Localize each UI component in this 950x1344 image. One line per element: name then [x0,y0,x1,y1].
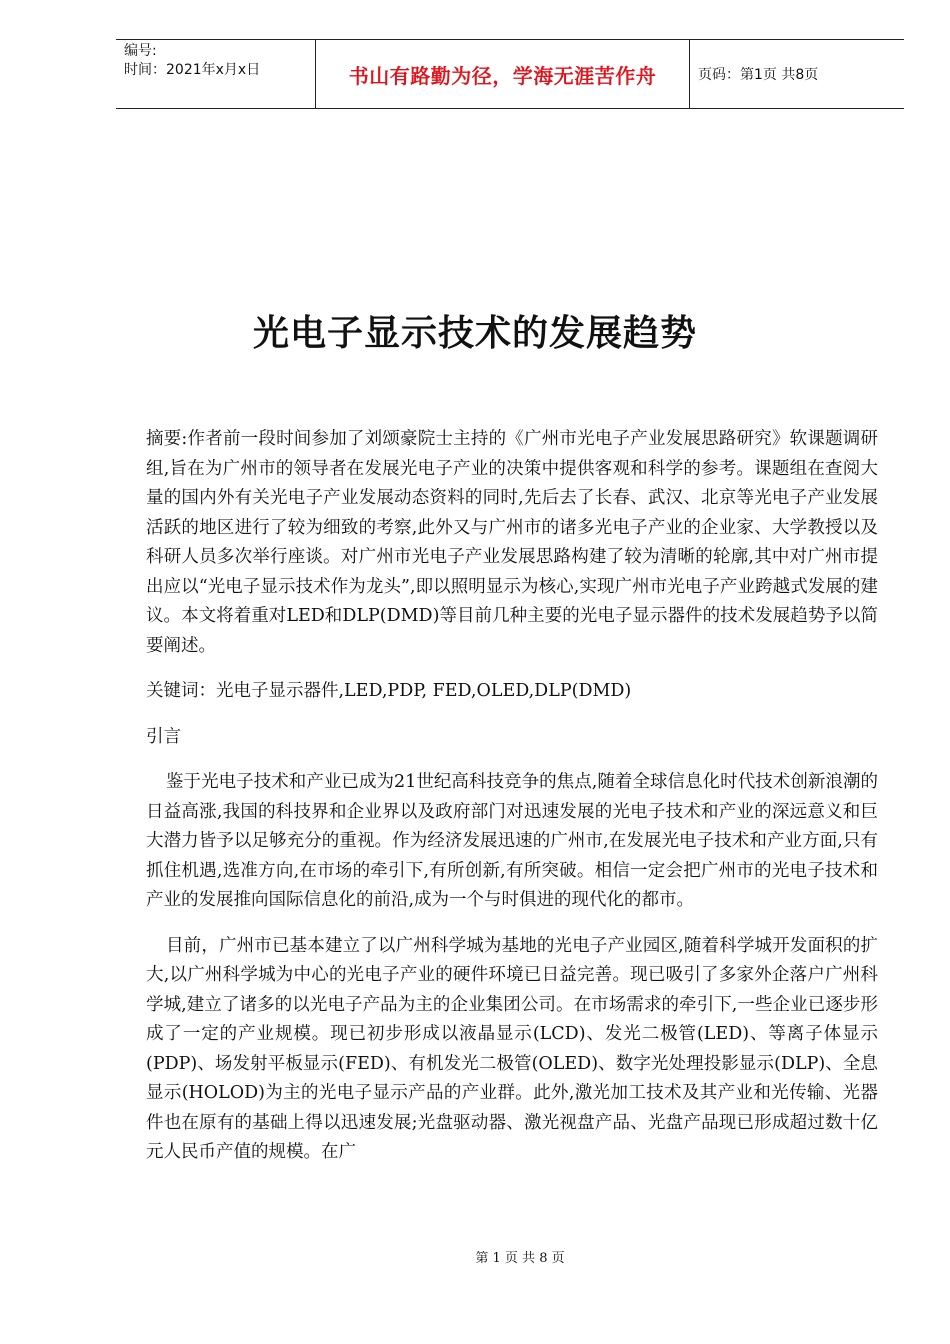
document-title: 光电子显示技术的发展趋势 [252,312,697,354]
serial-label: 编号: [124,43,157,59]
intro-heading: 引言 [146,726,181,747]
body-paragraph-2: 目前，广州市已基本建立了以广州科学城为基地的光电子产业园区,随着科学城开发面积的扩大,以广州科学城为中心的光电子产业的硬件环境已日益完善。现已吸引了多家外企落户广州科学城,建立了诸多的以光电子产品为主的企业集团公司。在市场需求的牵引下,一些企业已逐步形成了一定的产业规模。现已初步形成以液晶显示(LCD)、发光二极管(LED)、等离子体显示(PDP)、场发射平板显示(FED)、有机发光二极管(OLED)、数字光处理投影显示(DLP)、全息显示(HOLOD)为主的光电子显示产品的产业群。此外,激光加工技术及其产业和光传输、光器件也在原有的基础上得以迅速发展;光盘驱动器、激光视盘产品、光盘产品现已形成超过数十亿元人民币产值的规模。在广 [146,935,878,1162]
header-motto: 书山有路勤为径，学海无涯苦作舟 [316,40,690,108]
time-label: 时间：2021年x月x日 [124,62,261,78]
header-meta [116,40,316,108]
keywords-paragraph: 关键词：光电子显示器件,LED,PDP, FED,OLED,DLP(DMD) [146,681,632,701]
body-paragraph-1: 鉴于光电子技术和产业已成为21世纪高科技竞争的焦点,随着全球信息化时代技术创新浪潮的日益高涨,我国的科技界和企业界以及政府部门对迅速发展的光电子技术和产业的深远意义和巨大潜力皆予以足够充分的重视。作为经济发展迅速的广州市,在发展光电子技术和产业方面,只有抓住机遇,选准方向,在市场的牵引下,有所创新,有所突破。相信一定会把广州市的光电子技术和产业的发展推向国际信息化的前沿,成为一个与时俱进的现代化的都市。 [146,772,878,910]
page-header [116,39,904,109]
header-page-info: 页码：第1页 共8页 [698,67,819,83]
page-footer: 第 1 页 共 8 页 [475,1251,565,1266]
document-body [146,425,878,1184]
abstract-paragraph: 摘要:作者前一段时间参加了刘颂豪院士主持的《广州市光电子产业发展思路研究》软课题调研组,旨在为广州市的领导者在发展光电子产业的决策中提供客观和科学的参考。课题组在查阅大量的国内外有关光电子产业发展动态资料的同时,先后去了长春、武汉、北京等光电子产业发展活跃的地区进行了较为细致的考察,此外又与广州市的诸多光电子产业的企业家、大学教授以及科研人员多次举行座谈。对广州市光电子产业发展思路构建了较为清晰的轮廓,其中对广州市提出应以“光电子显示技术作为龙头”,即以照明显示为核心,实现广州市光电子产业跨越式发展的建议。本文将着重对LED和DLP(DMD)等目前几种主要的光电子显示器件的技术发展趋势予以简要阐述。 [146,429,878,656]
